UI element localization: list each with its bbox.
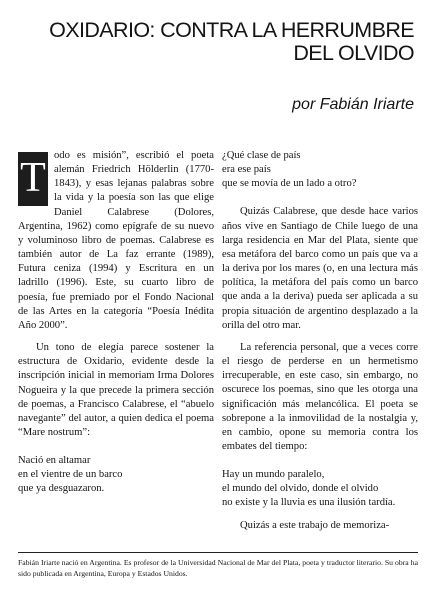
verse-line: Hay un mundo paralelo,	[222, 469, 325, 481]
verse-line: en el vientre de un barco	[18, 469, 123, 481]
right-column	[222, 149, 418, 533]
left-verse-quote	[18, 454, 214, 496]
verse-line: era ese país	[222, 164, 271, 176]
verse-line: Nació en altamar	[18, 455, 91, 467]
right-verse-quote-1	[222, 149, 418, 191]
verse-line: el mundo del olvido, donde el olvido	[222, 483, 379, 495]
verse-line: ¿Qué clase de país	[222, 150, 301, 161]
drop-cap-letter: T	[20, 155, 46, 201]
verse-line: que se movía de un lado a otro?	[222, 178, 357, 190]
author-footnote: Fabián Iriarte nació en Argentina. Es profesor de la Universidad Nacional de Mar del Plata, poeta y traductor literario. Su obra ha sido publicada en Argentina, Europa y Estados Unidos.	[18, 558, 418, 578]
author-byline: por Fabián Iriarte	[292, 96, 414, 113]
article-title-line-1: OXIDARIO: CONTRA LA HERRUMBRE	[49, 18, 414, 42]
right-paragraph-3: Quizás a este trabajo de memoriza-	[240, 519, 390, 531]
footnote-divider	[18, 552, 418, 553]
right-verse-quote-2	[222, 468, 418, 510]
left-column	[18, 149, 214, 497]
right-paragraph-1: Quizás Calabrese, que desde hace varios años vive en Santiago de Chile luego de una larga residencia en Mar del Plata, siente que esa metáfora del barco como un país que va a la deriva por los mares (o, en una lectura más política, la metáfora del país como un barco que anda a la deriva) pueda ser aplicada a su propia situación de argentino desplazado a la orilla del otro mar.	[222, 206, 418, 331]
left-paragraph-2: Un tono de elegía parece sostener la estructura de Oxidario, evidente desde la inscripción inicial in memoriam Irma Dolores Nogueira y la que precede la primera sección de poemas, a Francisco Calabrese, el “abuelo navegante” del autor, a quien dedica el poema “Mare nostrum”:	[18, 342, 214, 438]
drop-cap	[18, 152, 48, 206]
verse-line: que ya desguazaron.	[18, 483, 105, 495]
left-paragraph-1: odo es misión”, escribió el poeta alemán Friedrich Hölderlin (1770-1843), y esas lejanas palabras sobre la vida y la poesía son las que elige Daniel Calabrese (Dolores, Argentina, 1962) como epígrafe de su nuevo y voluminoso libro de poemas. Calabrese es también autor de La faz errante (1989), Futura ceniza (1994) y Escritura en un ladrillo (1996). Este, su cuarto libro de poesía, fue premiado por el Fondo Nacional de las Artes en la categoría “Poesía Inédita Año 2000”.	[18, 150, 214, 331]
verse-line: no existe y la lluvia es una ilusión tardía.	[222, 497, 396, 509]
article-title-line-2: DEL OLVIDO	[293, 41, 414, 65]
right-paragraph-2: La referencia personal, que a veces corre el riesgo de perderse en un hermetismo irrecuperable, en este caso, sin embargo, no oscurece los poemas, sino que les otorga una significación más melancólica. El poeta se sobrepone a la inmovilidad de la nostalgia y, en cambio, opone su memoria contra los embates del tiempo:	[222, 341, 418, 452]
